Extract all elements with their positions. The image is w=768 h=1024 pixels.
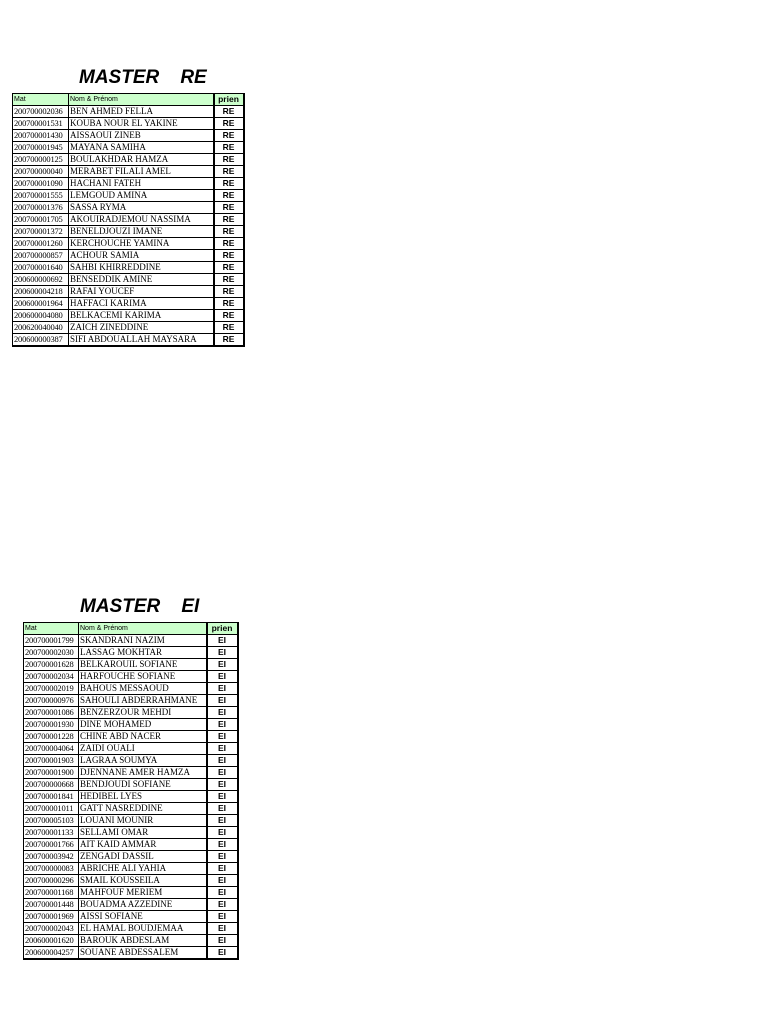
table-row <box>24 803 238 815</box>
student-id-cell: 200700000857 <box>13 250 69 262</box>
specialty-cell: EI <box>207 875 238 887</box>
table-row <box>24 791 238 803</box>
specialty-cell: EI <box>207 899 238 911</box>
table-row <box>24 767 238 779</box>
student-id-cell: 200700001799 <box>24 635 79 647</box>
specialty-cell: RE <box>214 238 244 250</box>
student-name-cell: BAROUK ABDESLAM <box>79 935 207 947</box>
table-row <box>24 707 238 719</box>
student-id-cell: 200620040040 <box>13 322 69 334</box>
student-id-cell: 200600000692 <box>13 274 69 286</box>
student-id-cell: 200700001372 <box>13 226 69 238</box>
specialty-cell: EI <box>207 863 238 875</box>
table-row <box>13 262 244 274</box>
specialty-cell: RE <box>214 226 244 238</box>
column-header-mat: Mat <box>13 94 69 106</box>
table-row <box>24 731 238 743</box>
specialty-cell: EI <box>207 791 238 803</box>
specialty-cell: EI <box>207 887 238 899</box>
column-header-spec: prien <box>214 94 244 106</box>
student-name-cell: AIT KAID AMMAR <box>79 839 207 851</box>
student-id-cell: 200700000976 <box>24 695 79 707</box>
specialty-cell: RE <box>214 286 244 298</box>
student-name-cell: CHINE ABD NACER <box>79 731 207 743</box>
student-name-cell: MAYANA SAMIHA <box>69 142 214 154</box>
student-id-cell: 200700001705 <box>13 214 69 226</box>
student-id-cell: 200700001628 <box>24 659 79 671</box>
specialty-cell: RE <box>214 166 244 178</box>
student-name-cell: SIFI ABDOUALLAH MAYSARA <box>69 334 214 347</box>
student-name-cell: HEDIBEL LYES <box>79 791 207 803</box>
student-id-cell: 200600001620 <box>24 935 79 947</box>
student-id-cell: 200700001133 <box>24 827 79 839</box>
specialty-cell: RE <box>214 178 244 190</box>
student-name-cell: ACHOUR SAMIA <box>69 250 214 262</box>
student-id-cell: 200700001969 <box>24 911 79 923</box>
specialty-cell: EI <box>207 803 238 815</box>
table-header-row <box>13 94 244 106</box>
student-id-cell: 200700002030 <box>24 647 79 659</box>
student-name-cell: BENDJOUDI SOFIANE <box>79 779 207 791</box>
specialty-cell: EI <box>207 935 238 947</box>
table-row <box>24 683 238 695</box>
table-row <box>24 887 238 899</box>
student-id-cell: 200600004080 <box>13 310 69 322</box>
table-row <box>24 659 238 671</box>
table-row <box>13 286 244 298</box>
table-row <box>13 274 244 286</box>
specialty-cell: RE <box>214 298 244 310</box>
table-row <box>24 755 238 767</box>
table-row <box>13 142 244 154</box>
table-row <box>24 947 238 960</box>
table-row <box>24 719 238 731</box>
specialty-cell: EI <box>207 743 238 755</box>
specialty-cell: EI <box>207 647 238 659</box>
table-row <box>13 202 244 214</box>
student-name-cell: KERCHOUCHE YAMINA <box>69 238 214 250</box>
table-row <box>24 779 238 791</box>
column-header-name: Nom & Prénom <box>79 623 207 635</box>
student-name-cell: BELKAROUIL SOFIANE <box>79 659 207 671</box>
table-row <box>24 815 238 827</box>
table-row <box>13 310 244 322</box>
student-name-cell: LAGRAA SOUMYA <box>79 755 207 767</box>
table-row <box>13 322 244 334</box>
student-name-cell: RAFAI YOUCEF <box>69 286 214 298</box>
specialty-cell: EI <box>207 695 238 707</box>
student-name-cell: SASSA RYMA <box>69 202 214 214</box>
table-row <box>24 635 238 647</box>
table-row <box>24 839 238 851</box>
specialty-cell: RE <box>214 154 244 166</box>
student-id-cell: 200700001930 <box>24 719 79 731</box>
specialty-cell: EI <box>207 707 238 719</box>
student-id-cell: 200700001086 <box>24 707 79 719</box>
student-name-cell: AISSAOUI ZINEB <box>69 130 214 142</box>
student-name-cell: GATT NASREDDINE <box>79 803 207 815</box>
specialty-cell: EI <box>207 947 238 960</box>
table-row <box>13 154 244 166</box>
table-row <box>24 875 238 887</box>
specialty-cell: RE <box>214 142 244 154</box>
student-id-cell: 200700002019 <box>24 683 79 695</box>
student-name-cell: LASSAG MOKHTAR <box>79 647 207 659</box>
specialty-cell: RE <box>214 250 244 262</box>
specialty-cell: RE <box>214 322 244 334</box>
table-row <box>13 238 244 250</box>
student-id-cell: 200700000040 <box>13 166 69 178</box>
student-name-cell: BAHOUS MESSAOUD <box>79 683 207 695</box>
student-name-cell: BELKACEMI KARIMA <box>69 310 214 322</box>
specialty-cell: EI <box>207 731 238 743</box>
student-name-cell: SAHBI KHIRREDDINE <box>69 262 214 274</box>
student-name-cell: ZENGADI DASSIL <box>79 851 207 863</box>
student-name-cell: ZAIDI OUALI <box>79 743 207 755</box>
specialty-cell: RE <box>214 118 244 130</box>
student-id-cell: 200700001168 <box>24 887 79 899</box>
student-name-cell: BENZERZOUR MEHDI <box>79 707 207 719</box>
table-row <box>13 226 244 238</box>
table-row <box>13 130 244 142</box>
table-row <box>24 743 238 755</box>
student-name-cell: HACHANI FATEH <box>69 178 214 190</box>
student-name-cell: BENSEDDIK AMINE <box>69 274 214 286</box>
section-title-re: MASTER RE <box>79 67 207 88</box>
student-id-cell: 200700001011 <box>24 803 79 815</box>
table-row <box>24 671 238 683</box>
student-id-cell: 200700001900 <box>24 767 79 779</box>
specialty-cell: RE <box>214 130 244 142</box>
student-id-cell: 200700001090 <box>13 178 69 190</box>
table-row <box>24 851 238 863</box>
student-table-ei <box>23 622 239 960</box>
student-id-cell: 200600001964 <box>13 298 69 310</box>
specialty-cell: EI <box>207 635 238 647</box>
section-title-ei: MASTER EI <box>80 596 200 617</box>
table-row <box>13 106 244 118</box>
student-id-cell: 200700001555 <box>13 190 69 202</box>
specialty-cell: EI <box>207 671 238 683</box>
specialty-cell: RE <box>214 310 244 322</box>
student-name-cell: HAFFACI KARIMA <box>69 298 214 310</box>
student-name-cell: ABRICHE ALI YAHIA <box>79 863 207 875</box>
student-id-cell: 200700001766 <box>24 839 79 851</box>
student-name-cell: HARFOUCHE SOFIANE <box>79 671 207 683</box>
table-row <box>13 334 244 347</box>
specialty-cell: EI <box>207 659 238 671</box>
student-name-cell: DINE MOHAMED <box>79 719 207 731</box>
student-name-cell: BOUADMA AZZEDINE <box>79 899 207 911</box>
table-row <box>24 863 238 875</box>
specialty-cell: EI <box>207 755 238 767</box>
student-id-cell: 200600004257 <box>24 947 79 960</box>
table-row <box>13 178 244 190</box>
column-header-spec: prien <box>207 623 238 635</box>
student-name-cell: DJENNANE AMER HAMZA <box>79 767 207 779</box>
student-id-cell: 200700001376 <box>13 202 69 214</box>
student-id-cell: 200700002036 <box>13 106 69 118</box>
specialty-cell: EI <box>207 827 238 839</box>
student-id-cell: 200700004064 <box>24 743 79 755</box>
student-id-cell: 200700002043 <box>24 923 79 935</box>
student-name-cell: LOUANI MOUNIR <box>79 815 207 827</box>
table-row <box>13 250 244 262</box>
student-name-cell: SKANDRANI NAZIM <box>79 635 207 647</box>
specialty-cell: RE <box>214 334 244 347</box>
student-id-cell: 200700002034 <box>24 671 79 683</box>
specialty-cell: EI <box>207 719 238 731</box>
student-name-cell: SAHOULI ABDERRAHMANE <box>79 695 207 707</box>
table-row <box>13 214 244 226</box>
table-row <box>24 899 238 911</box>
student-name-cell: BENELDJOUZI IMANE <box>69 226 214 238</box>
student-id-cell: 200600004218 <box>13 286 69 298</box>
table-row <box>24 923 238 935</box>
student-name-cell: AISSI SOFIANE <box>79 911 207 923</box>
student-id-cell: 200700001260 <box>13 238 69 250</box>
table-row <box>13 118 244 130</box>
student-id-cell: 200700001640 <box>13 262 69 274</box>
student-id-cell: 200700001841 <box>24 791 79 803</box>
column-header-name: Nom & Prénom <box>69 94 214 106</box>
table-row <box>24 935 238 947</box>
table-row <box>13 298 244 310</box>
student-id-cell: 200700001945 <box>13 142 69 154</box>
student-id-cell: 200700001448 <box>24 899 79 911</box>
student-id-cell: 200700000296 <box>24 875 79 887</box>
student-id-cell: 200700000668 <box>24 779 79 791</box>
student-id-cell: 200700000125 <box>13 154 69 166</box>
student-id-cell: 200700001531 <box>13 118 69 130</box>
specialty-cell: EI <box>207 923 238 935</box>
student-name-cell: BEN AHMED FELLA <box>69 106 214 118</box>
student-id-cell: 200700001228 <box>24 731 79 743</box>
student-table-re <box>12 93 245 347</box>
student-name-cell: EL HAMAL BOUDJEMAA <box>79 923 207 935</box>
student-name-cell: KOUBA NOUR EL YAKINE <box>69 118 214 130</box>
student-id-cell: 200700000083 <box>24 863 79 875</box>
student-name-cell: BOULAKHDAR HAMZA <box>69 154 214 166</box>
table-row <box>24 647 238 659</box>
specialty-cell: EI <box>207 839 238 851</box>
table-row <box>24 911 238 923</box>
table-row <box>24 827 238 839</box>
specialty-cell: EI <box>207 911 238 923</box>
column-header-mat: Mat <box>24 623 79 635</box>
student-id-cell: 200700005103 <box>24 815 79 827</box>
specialty-cell: EI <box>207 767 238 779</box>
table-row <box>13 166 244 178</box>
specialty-cell: RE <box>214 262 244 274</box>
specialty-cell: RE <box>214 190 244 202</box>
specialty-cell: RE <box>214 202 244 214</box>
student-name-cell: SELLAMI OMAR <box>79 827 207 839</box>
student-name-cell: AKOUIRADJEMOU NASSIMA <box>69 214 214 226</box>
student-name-cell: MAHFOUF MERIEM <box>79 887 207 899</box>
specialty-cell: RE <box>214 106 244 118</box>
student-name-cell: SMAIL KOUSSEILA <box>79 875 207 887</box>
student-name-cell: LEMGOUD AMINA <box>69 190 214 202</box>
specialty-cell: EI <box>207 815 238 827</box>
specialty-cell: EI <box>207 779 238 791</box>
table-header-row <box>24 623 238 635</box>
student-id-cell: 200700003942 <box>24 851 79 863</box>
student-id-cell: 200700001430 <box>13 130 69 142</box>
table-row <box>24 695 238 707</box>
specialty-cell: RE <box>214 274 244 286</box>
specialty-cell: EI <box>207 851 238 863</box>
table-row <box>13 190 244 202</box>
student-name-cell: ZAICH ZINEDDINE <box>69 322 214 334</box>
student-id-cell: 200600000387 <box>13 334 69 347</box>
student-id-cell: 200700001903 <box>24 755 79 767</box>
specialty-cell: RE <box>214 214 244 226</box>
student-name-cell: MERABET FILALI AMEL <box>69 166 214 178</box>
specialty-cell: EI <box>207 683 238 695</box>
student-name-cell: SOUANE ABDESSALEM <box>79 947 207 960</box>
